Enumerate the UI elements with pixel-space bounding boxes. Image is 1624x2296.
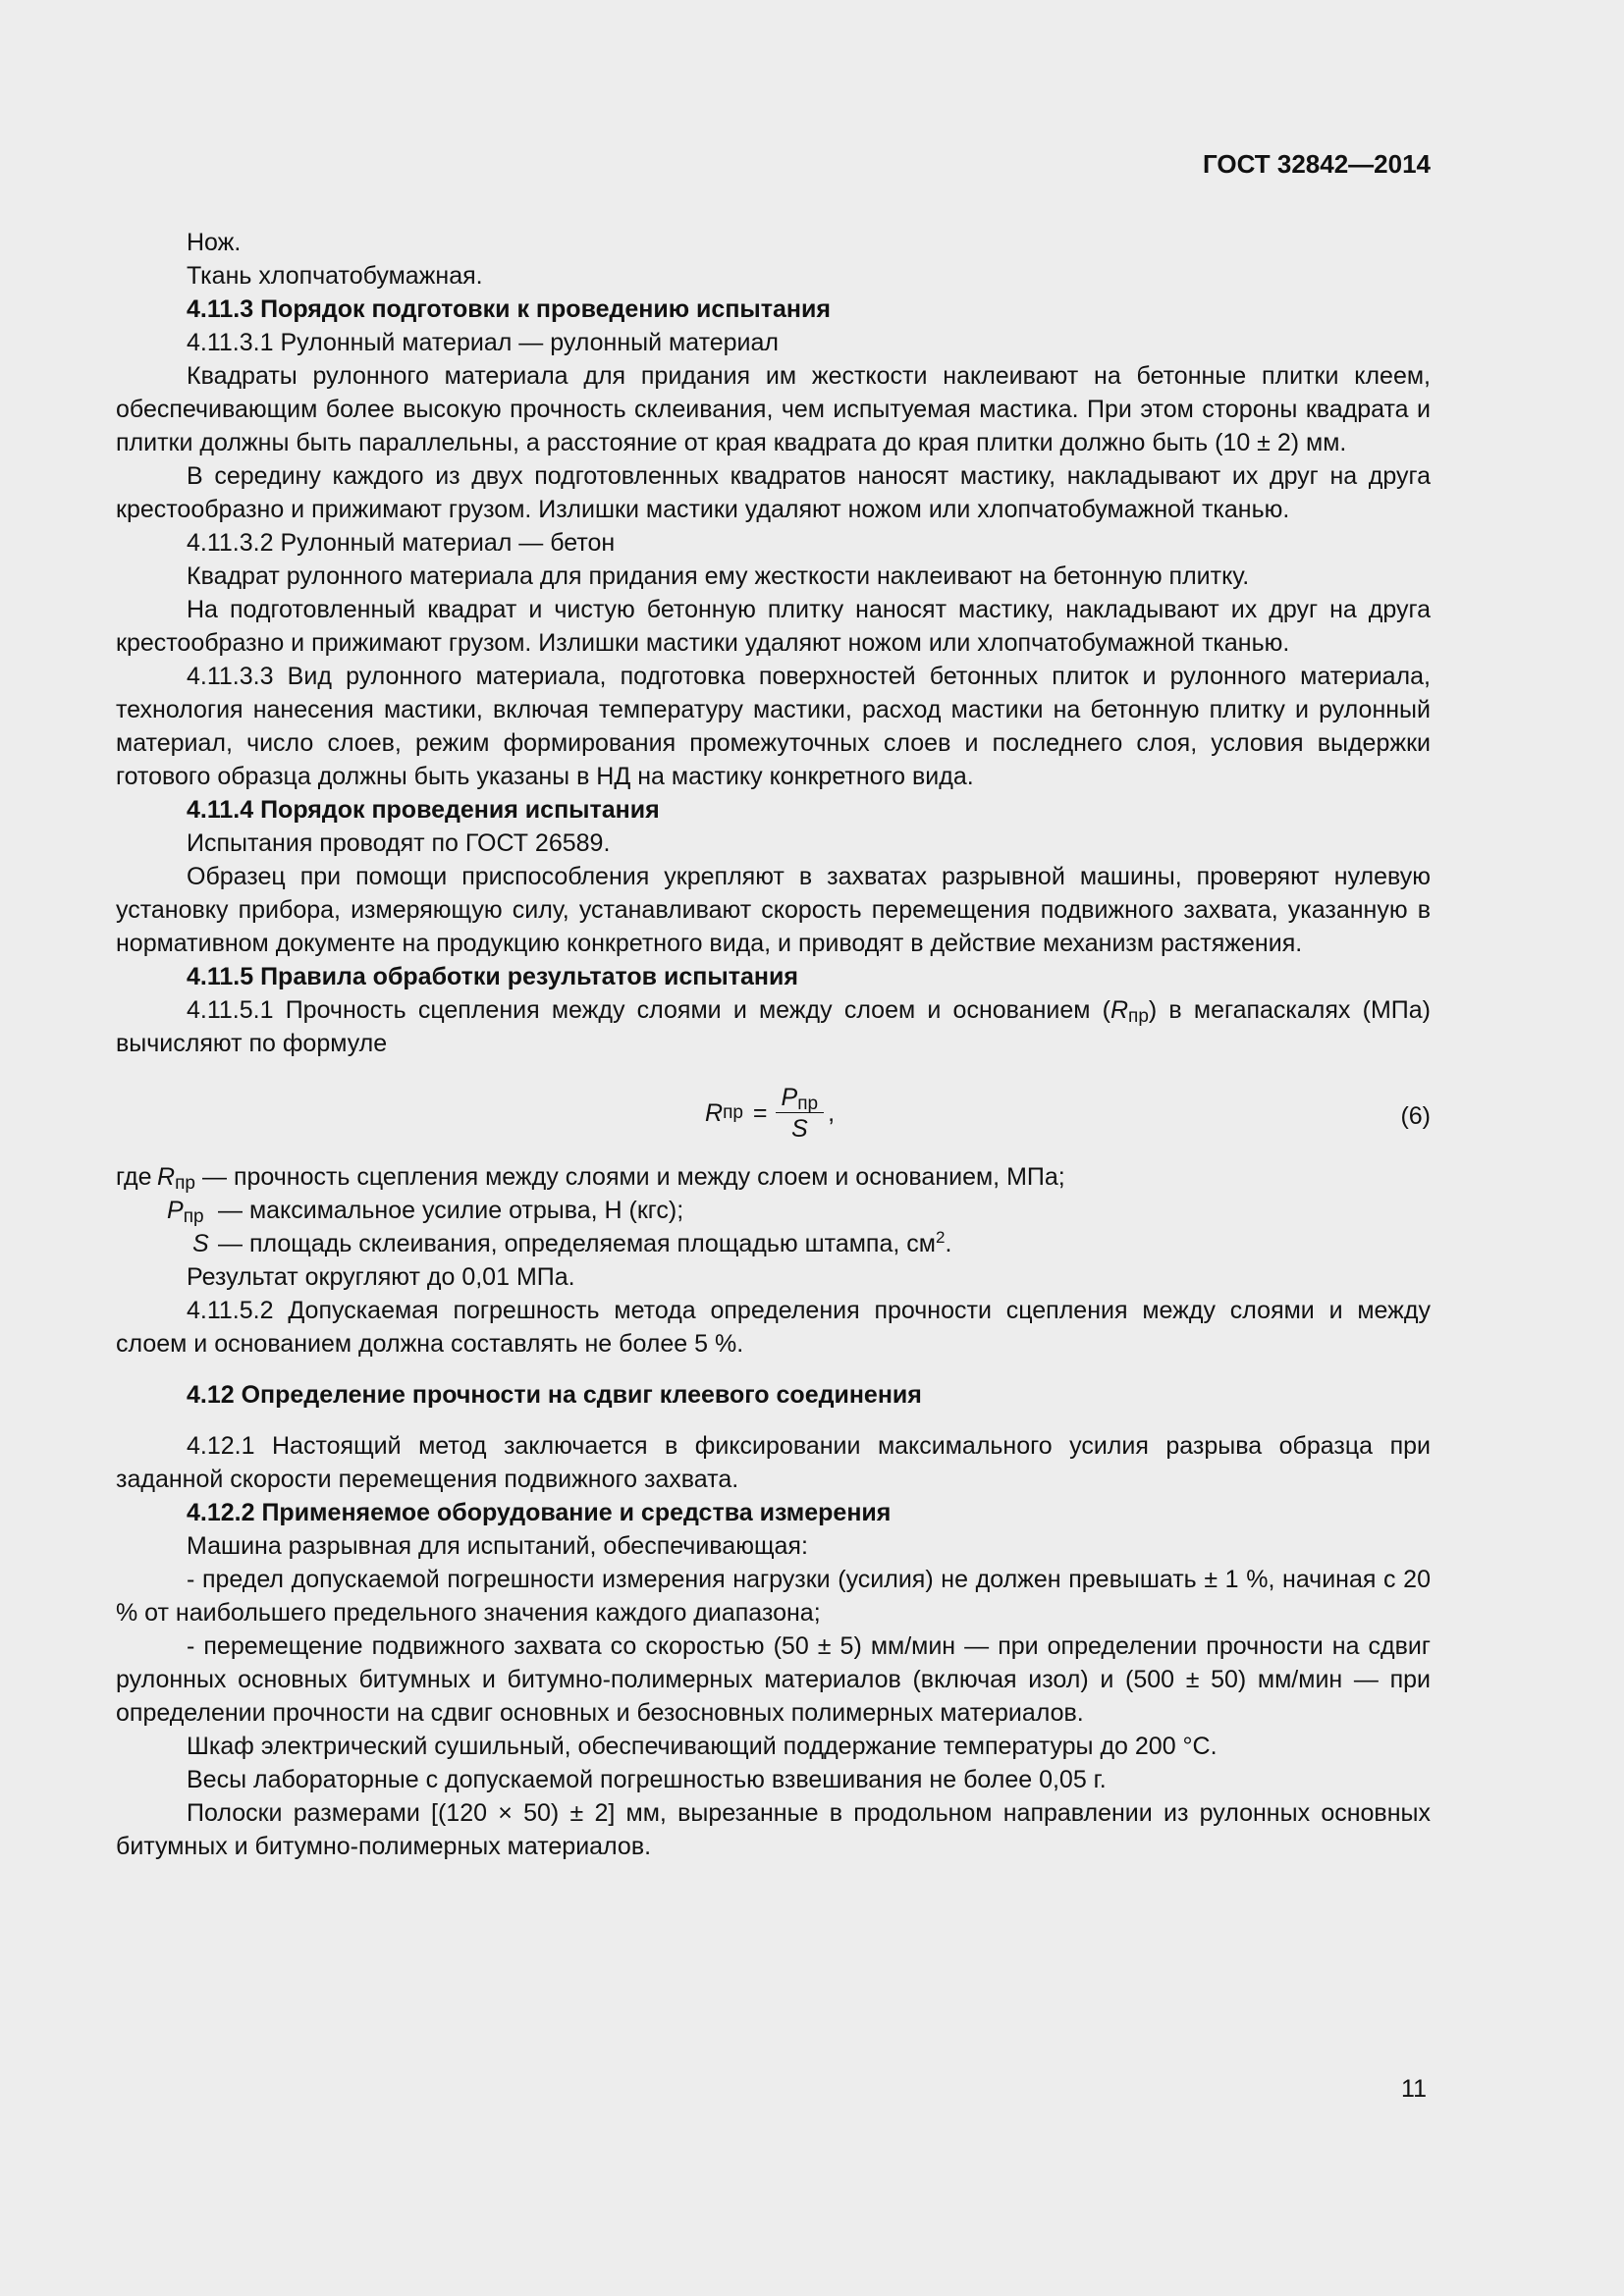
document-header: ГОСТ 32842—2014	[1203, 149, 1431, 179]
formula-lhs: R	[705, 1099, 724, 1127]
paragraph: 4.11.3.2 Рулонный материал — бетон	[187, 529, 616, 557]
paragraph: Испытания проводят по ГОСТ 26589.	[187, 829, 611, 857]
paragraph: Нож.	[187, 229, 242, 256]
text-blocks-part-2	[116, 1260, 1431, 1863]
subsection-heading: 4.11.5 Правила обработки результатов испытания	[187, 963, 798, 990]
paragraph: - предел допускаемой погрешности измерения нагрузки (усилия) не должен превышать ± 1 %, начиная с 20 % от наибольшего предельного значения каждого диапазона;	[116, 1566, 1431, 1627]
subsection-heading: 4.11.3 Порядок подготовки к проведению испытания	[187, 295, 831, 323]
paragraph: Квадраты рулонного материала для придания им жесткости наклеивают на бетонные плитки клеем, обеспечивающим более высокую прочность склеивания, чем испытуемая мастика. При этом стороны квадрата и плитки должны быть параллельны, а расстояние от края квадрата до края плитки должно быть (10 ± 2) мм.	[116, 362, 1431, 456]
definition-row: S — площадь склеивания, определяемая площадью штампа, $см^2$.	[192, 1228, 952, 1257]
paragraph: 4.11.3.3 Вид рулонного материала, подготовка поверхностей бетонных плиток и рулонного материала, технология нанесения мастики, включая температуру мастики, расход мастики на бетонную плитку и рулонный материал, число слоев, режим формирования промежуточных слоев и последнего слоя, условия выдержки готового образца должны быть указаны в НД на мастику конкретного вида.	[116, 663, 1431, 790]
paragraph: Весы лабораторные с допускаемой погрешностью взвешивания не более 0,05 г.	[187, 1766, 1107, 1793]
paragraph: В середину каждого из двух подготовленных квадратов наносят мастику, накладывают их друг на друга крестообразно и прижимают грузом. Излишки мастики удаляют ножом или хлопчатобумажной тканью.	[116, 462, 1431, 523]
definition-row: где $R_{пр}$ — прочность сцепления между слоями и между слоем и основанием, МПа;	[116, 1160, 1431, 1194]
paragraph: 4.11.5.2 Допускаемая погрешность метода определения прочности сцепления между слоями и между слоем и основанием должна составлять не более 5 %.	[116, 1297, 1431, 1358]
formula-equals: =	[752, 1099, 768, 1127]
paragraph: Шкаф электрический сушильный, обеспечивающий поддержание температуры до 200 °С.	[187, 1733, 1218, 1760]
paragraph: На подготовленный квадрат и чистую бетонную плитку наносят мастику, накладывают их друг на друга крестообразно и прижимают грузом. Излишки мастики удаляют ножом или хлопчатобумажной тканью.	[116, 596, 1431, 657]
formula-expression: R пр = $\frac{P_{пр}}{S}$ ,	[705, 1083, 836, 1143]
formula-denominator: S	[790, 1114, 808, 1143]
paragraph: Машина разрывная для испытаний, обеспечивающая:	[187, 1532, 808, 1560]
document-body	[116, 226, 1431, 1863]
formula-number: (6)	[1400, 1102, 1431, 1130]
subsection-heading: 4.12.2 Применяемое оборудование и средства измерения	[187, 1499, 892, 1526]
text-blocks-part-1	[116, 226, 1431, 993]
paragraph-4-11-5-1: 4.11.5.1 Прочность сцепления между слоями и между слоем и основанием $(R_{пр})$ в мегапаскалях (МПа) вычисляют по формуле	[116, 996, 1431, 1057]
paragraph: 4.11.3.1 Рулонный материал — рулонный материал	[187, 329, 780, 356]
subsection-heading: 4.11.4 Порядок проведения испытания	[187, 796, 660, 824]
paragraph: Полоски размерами [(120 × 50) ± 2] мм, вырезанные в продольном направлении из рулонных основных битумных и битумно-полимерных материалов.	[116, 1799, 1431, 1860]
paragraph: Квадрат рулонного материала для придания ему жесткости наклеивают на бетонную плитку.	[187, 562, 1250, 590]
paragraph: Результат округляют до 0,01 МПа.	[187, 1263, 575, 1291]
formula-6	[116, 1074, 1431, 1156]
section-heading: 4.12 Определение прочности на сдвиг клеевого соединения	[187, 1381, 922, 1409]
paragraph: Образец при помощи приспособления укрепляют в захватах разрывной машины, проверяют нулевую установку прибора, измеряющую силу, устанавливают скорость перемещения подвижного захвата, указанную в нормативном документе на продукцию конкретного вида, и приводят в действие механизм растяжения.	[116, 863, 1431, 957]
formula-definitions	[116, 1160, 1431, 1260]
paragraph: - перемещение подвижного захвата со скоростью (50 ± 5) мм/мин — при определении прочности на сдвиг рулонных основных битумных и битумно-полимерных материалов (включая изол) и (500 ± 50) мм/мин — при определении прочности на сдвиг основных и безосновных полимерных материалов.	[116, 1632, 1431, 1727]
page-number: 11	[1401, 2075, 1427, 2103]
formula-numerator: $P_{пр}$	[776, 1083, 825, 1113]
paragraph: 4.12.1 Настоящий метод заключается в фиксировании максимального усилия разрыва образца при заданной скорости перемещения подвижного захвата.	[116, 1432, 1431, 1493]
definition-row: $P_{пр}$ — максимальное усилие отрыва, Н (кгс);	[167, 1197, 684, 1227]
where-prefix: где	[116, 1163, 152, 1191]
formula-fraction	[776, 1083, 825, 1145]
paragraph: Ткань хлопчатобумажная.	[187, 262, 483, 290]
